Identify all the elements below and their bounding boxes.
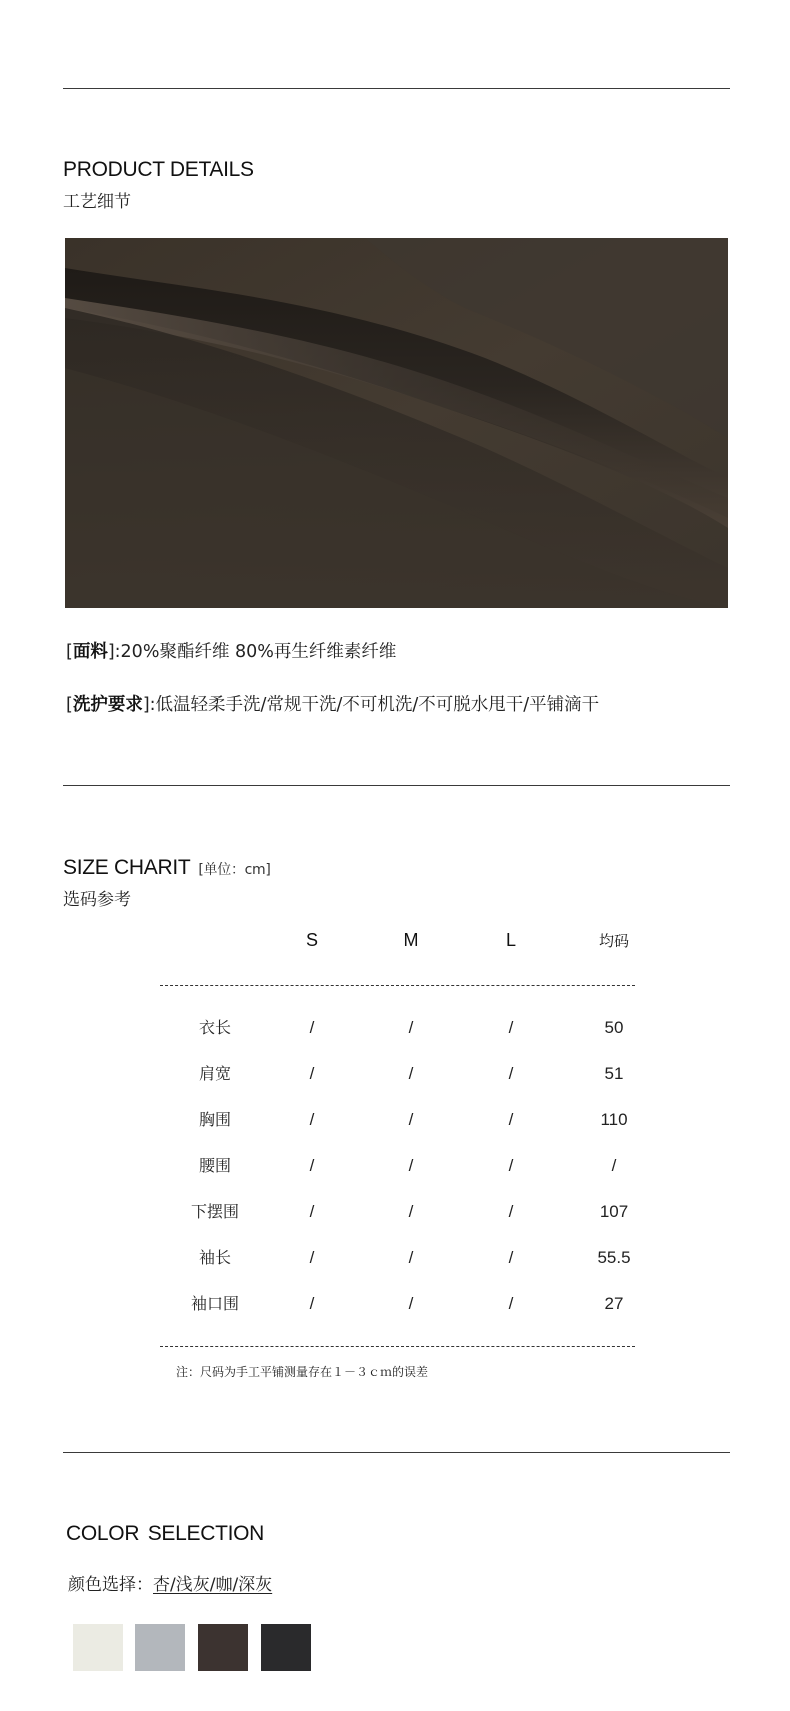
divider-middle xyxy=(63,785,730,786)
table-dash-bottom xyxy=(160,1346,635,1347)
table-dash-top xyxy=(160,985,635,986)
swatch-dark-gray[interactable] xyxy=(261,1624,311,1671)
size-chart-subtitle: 选码参考 xyxy=(63,890,131,910)
care-value: :低温轻柔手洗/常规干洗/不可机洗/不可脱水甩干/平铺滴干 xyxy=(149,695,600,715)
swatch-coffee[interactable] xyxy=(198,1624,248,1671)
header-m: M xyxy=(403,930,419,950)
table-row: 袖口围 / / / 27 xyxy=(190,1294,624,1313)
size-chart-title-text: SIZE CHARIT xyxy=(63,856,191,879)
table-row: 下摆围 / / / 107 xyxy=(190,1202,629,1221)
product-details-subtitle: 工艺细节 xyxy=(63,192,131,212)
table-row: 胸围 / / / 110 xyxy=(198,1110,628,1129)
table-row: 腰围 / / / / xyxy=(198,1156,617,1175)
product-details-title: PRODUCT DETAILS xyxy=(63,158,254,181)
divider-top xyxy=(63,88,730,89)
size-chart-unit: [单位：cm] xyxy=(198,862,271,878)
size-chart-title xyxy=(63,856,271,880)
color-options-list: 杏/浅灰/咖/深灰 xyxy=(153,1575,273,1595)
size-table-header xyxy=(160,930,635,960)
color-options xyxy=(68,1570,272,1595)
care-label: 洗护要求 xyxy=(72,695,143,715)
size-measurement-note: 注：尺码为手工平铺测量存在１－３ｃｍ的误差 xyxy=(176,1365,429,1379)
care-instructions: [洗护要求]:低温轻柔手洗/常规干洗/不可机洗/不可脱水甩干/平铺滴干 xyxy=(66,695,600,715)
divider-bottom xyxy=(63,1452,730,1453)
fabric-value: :20%聚酯纤维 80%再生纤维素纤维 xyxy=(114,642,397,662)
color-selection-title: COLOR SELECTION xyxy=(66,1522,265,1545)
header-s: S xyxy=(305,930,318,950)
table-row: 衣长 / / / 50 xyxy=(198,1018,624,1037)
color-options-label: 颜色选择： xyxy=(68,1575,153,1595)
table-row: 肩宽 / / / 51 xyxy=(198,1064,624,1083)
swatch-apricot[interactable] xyxy=(73,1624,123,1671)
fabric-composition: [面料]:20%聚酯纤维 80%再生纤维素纤维 xyxy=(66,642,397,662)
fabric-detail-photo xyxy=(65,238,728,608)
table-row: 袖长 / / / 55.5 xyxy=(198,1248,631,1267)
header-l: L xyxy=(505,930,516,950)
swatch-light-gray[interactable] xyxy=(135,1624,185,1671)
header-free-size: 均码 xyxy=(598,932,629,950)
fabric-label: 面料 xyxy=(72,642,108,662)
